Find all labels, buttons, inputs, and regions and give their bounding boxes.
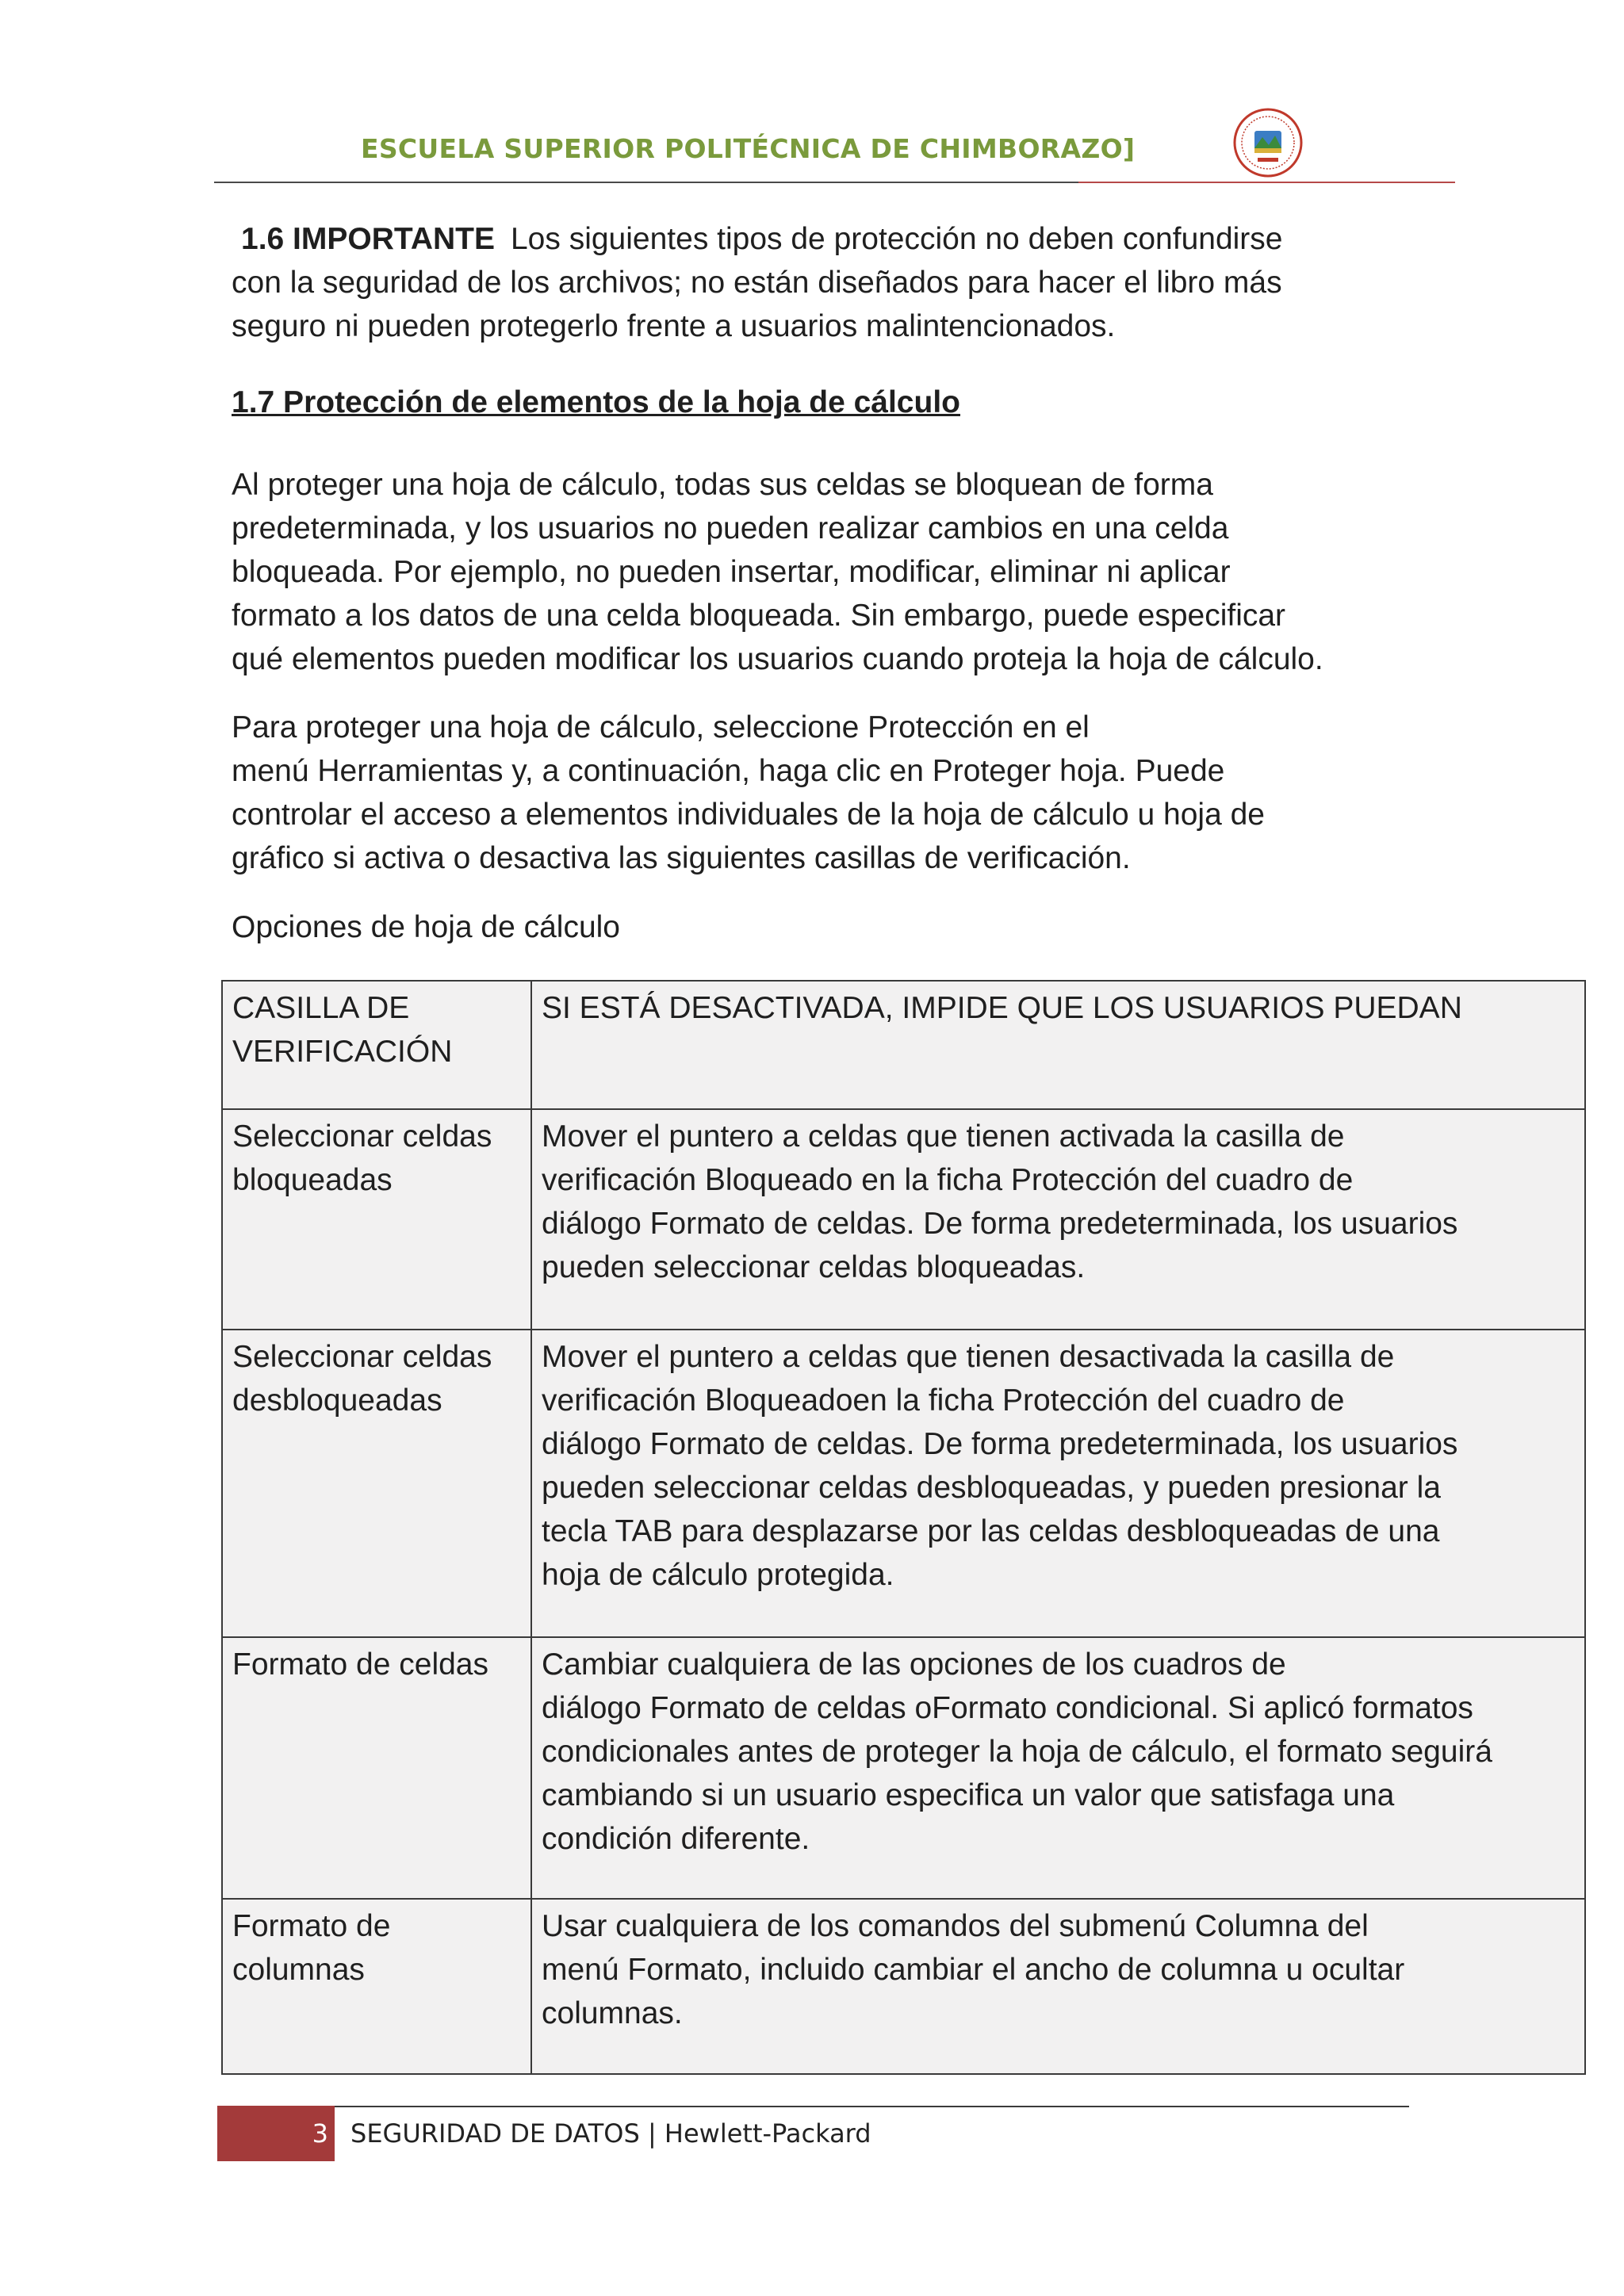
header-divider [214, 182, 1078, 183]
effect-cell: Mover el puntero a celdas que tienen desactivada la casilla de verificación Bloqueadoen la ficha Protección del cuadro de diálogo Formato de celdas. De forma predeterminada, los usuarios pueden seleccionar celdas desbloqueadas, y pueden presionar la tecla TAB para desplazarse por las celdas desbloqueadas de una hoja de cálculo protegida. [531, 1330, 1585, 1637]
option-cell: Seleccionar celdas desbloqueadas [222, 1330, 531, 1637]
table-row [222, 1637, 1585, 1899]
table-header-row [222, 981, 1585, 1109]
important-note-line: con la seguridad de los archivos; no están diseñados para hacer el libro más [232, 266, 1282, 300]
document-header-title: ESCUELA SUPERIOR POLITÉCNICA DE CHIMBORAZO] [361, 133, 1136, 164]
page-number: 3 [312, 2118, 328, 2149]
table-row [222, 1330, 1585, 1637]
table-row [222, 1899, 1585, 2074]
options-table [221, 980, 1586, 2075]
paragraph-protection-intro: Al proteger una hoja de cálculo, todas sus celdas se bloquean de forma predeterminada, y los usuarios no pueden realizar cambios en una celda bloqueada. Por ejemplo, no pueden insertar, modificar, eliminar ni aplicar formato a los datos de una celda bloqueada. Sin embargo, puede especificar qué elementos pueden modificar los usuarios cuando proteja la hoja de cálculo. [232, 468, 1323, 676]
effect-cell: Mover el puntero a celdas que tienen activada la casilla de verificación Bloqueado en la ficha Protección del cuadro de diálogo Formato de celdas. De forma predeterminada, los usuarios pueden seleccionar celdas bloqueadas. [531, 1109, 1585, 1330]
important-note-line: 1.6 IMPORTANTE Los siguientes tipos de protección no deben confundirse [241, 222, 1283, 256]
table-header-cell: CASILLA DE VERIFICACIÓN [222, 981, 531, 1109]
table-row [222, 1109, 1585, 1330]
important-note-lead: 1.6 IMPORTANTE [241, 222, 495, 256]
option-cell: Seleccionar celdas bloqueadas [222, 1109, 531, 1330]
effect-cell: Cambiar cualquiera de las opciones de los cuadros de diálogo Formato de celdas oFormato condicional. Si aplicó formatos condicionales antes de proteger la hoja de cálculo, el formato seguirá cambiando si un usuario especifica un valor que satisfaga una condición diferente. [531, 1637, 1585, 1899]
university-seal-icon [1232, 107, 1304, 178]
option-cell: Formato de celdas [222, 1637, 531, 1899]
important-note [232, 217, 1421, 348]
paragraph-protection-steps: Para proteger una hoja de cálculo, seleccione Protección en el menú Herramientas y, a continuación, haga clic en Proteger hoja. Puede controlar el acceso a elementos individuales de la hoja de cálculo u hoja de gráfico si activa o desactiva las siguientes casillas de verificación. [232, 710, 1265, 875]
table-caption: Opciones de hoja de cálculo [232, 910, 620, 944]
important-note-line: seguro ni pueden protegerlo frente a usuarios malintencionados. [232, 309, 1116, 343]
effect-cell: Usar cualquiera de los comandos del submenú Columna del menú Formato, incluido cambiar el ancho de columna u ocultar columnas. [531, 1899, 1585, 2074]
option-cell: Formato de columnas [222, 1899, 531, 2074]
section-heading: 1.7 Protección de elementos de la hoja de cálculo [232, 385, 960, 419]
footer-text: SEGURIDAD DE DATOS | Hewlett-Packard [350, 2118, 871, 2149]
header-divider-accent [1078, 182, 1455, 183]
table-header-cell: SI ESTÁ DESACTIVADA, IMPIDE QUE LOS USUARIOS PUEDAN [531, 981, 1585, 1109]
